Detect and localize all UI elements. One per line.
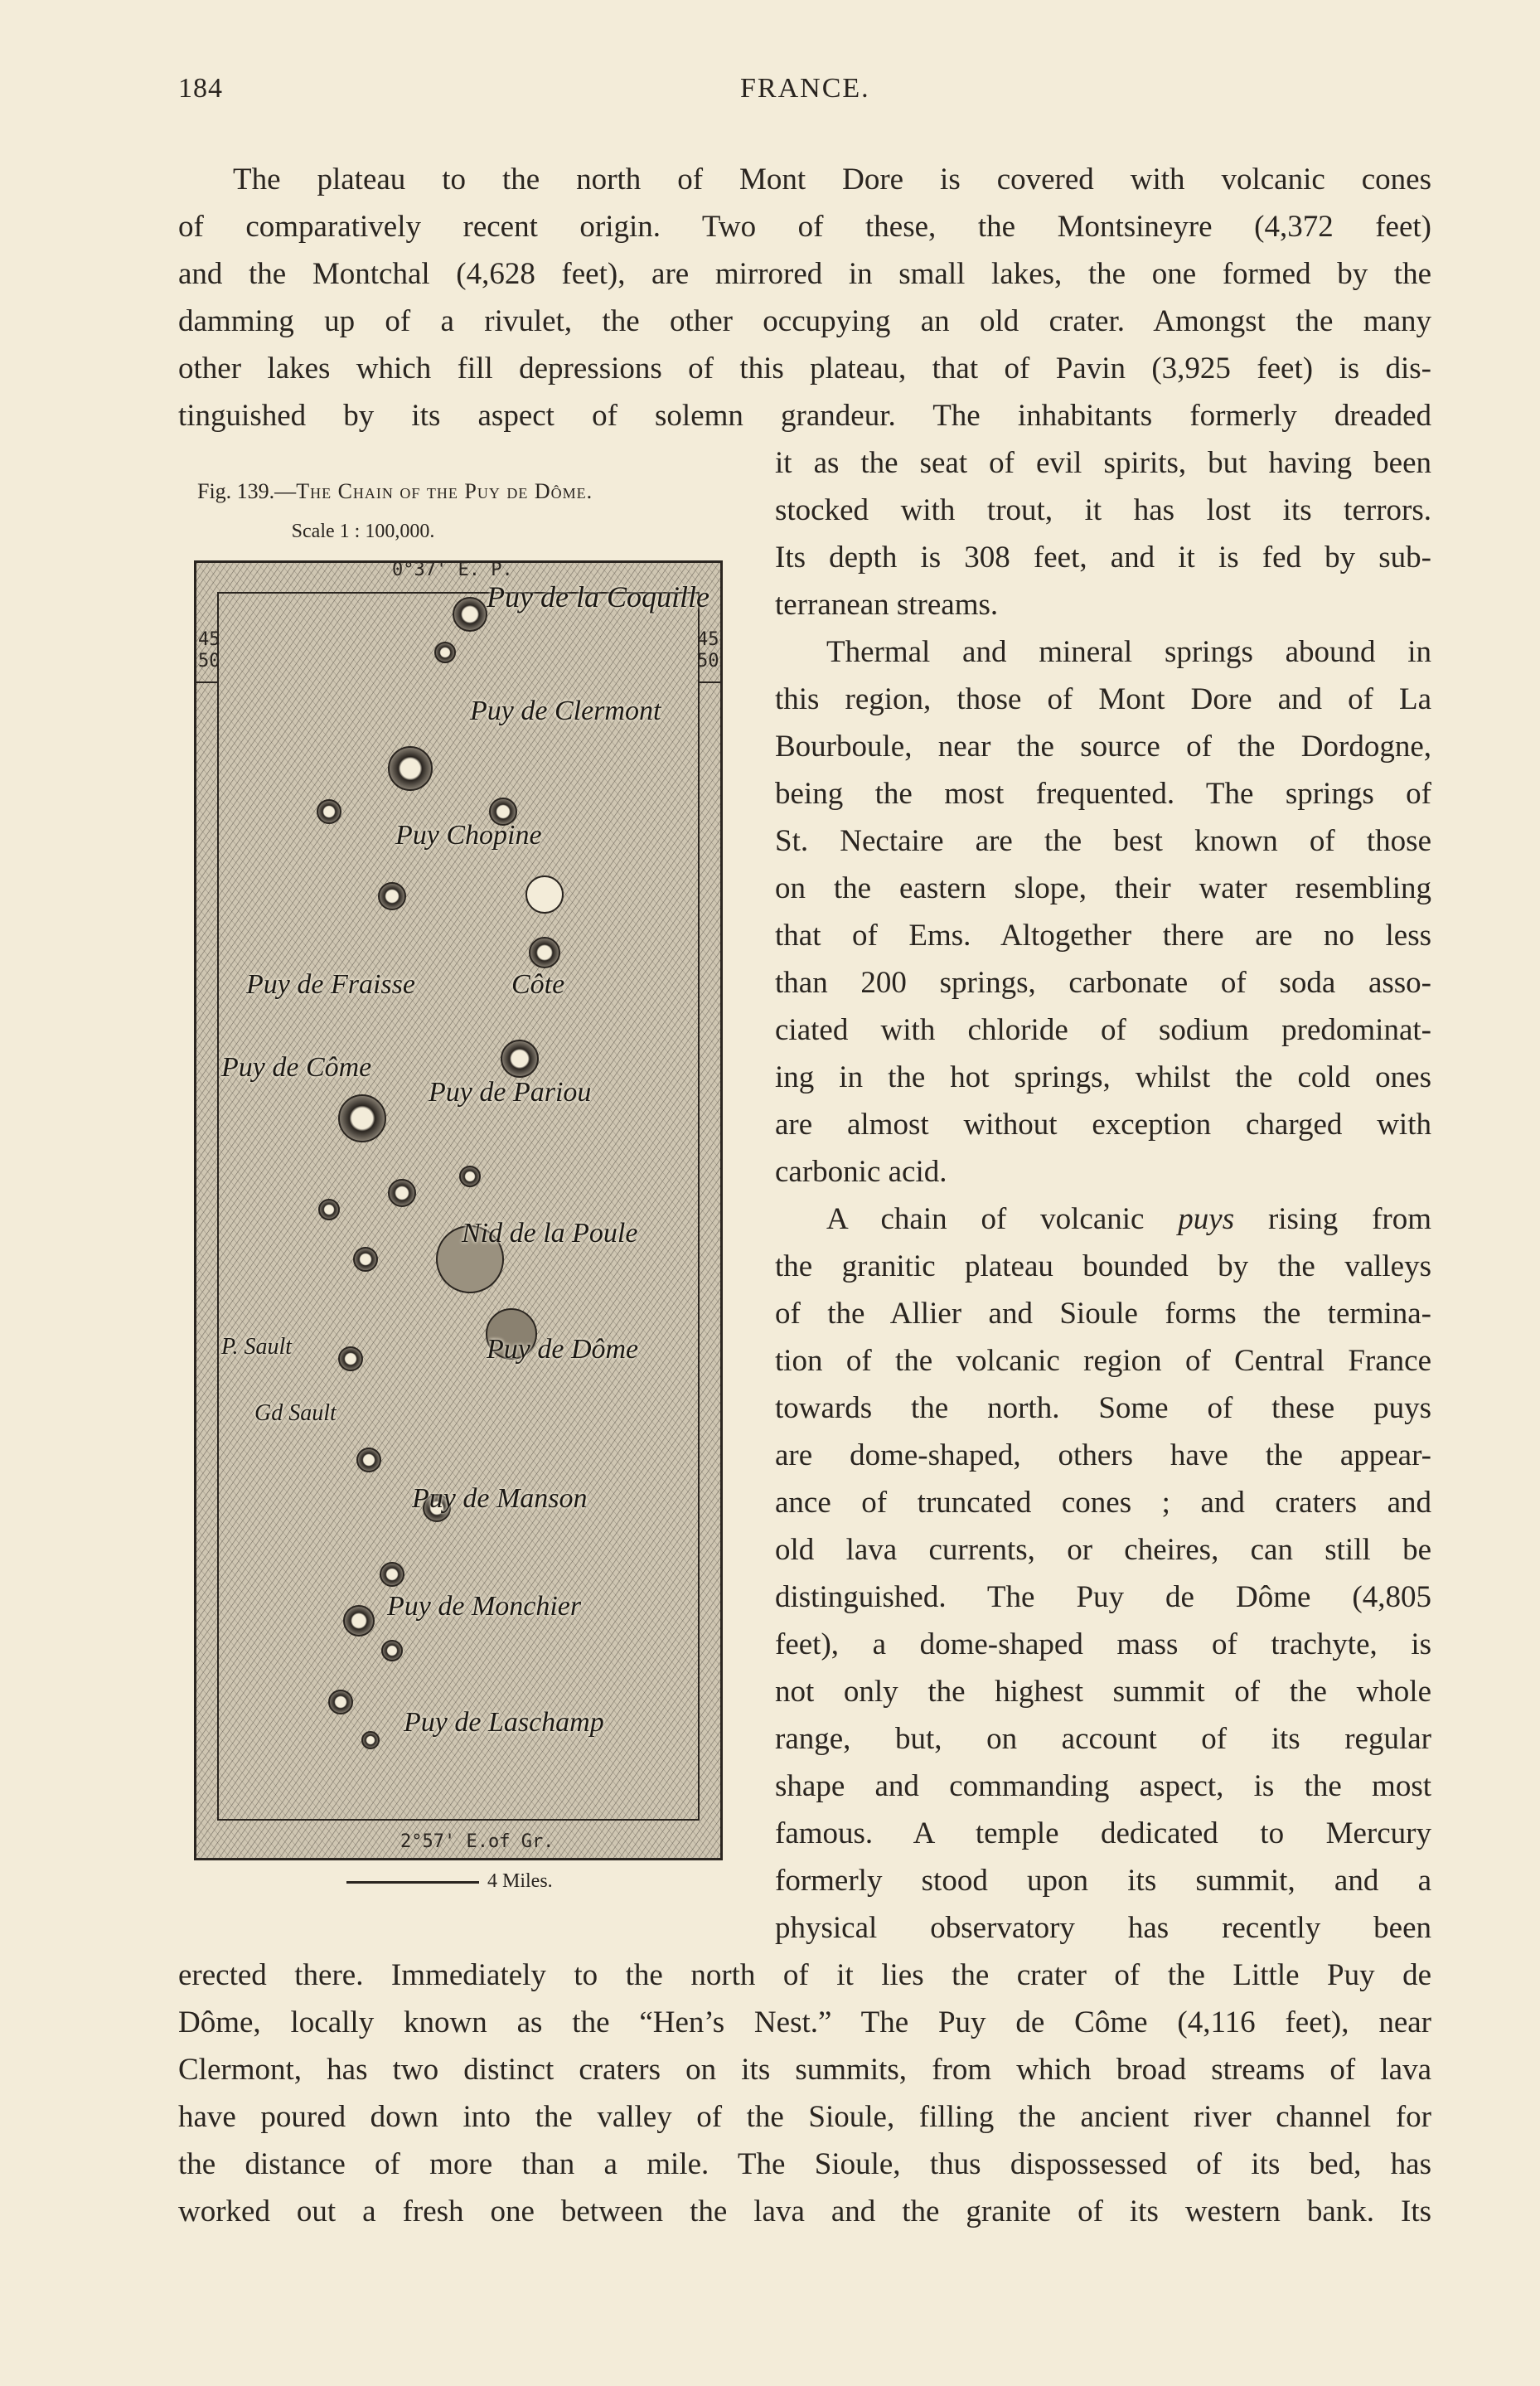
- text-line: tinguished by its aspect of solemn grandeur. The inhabitants formerly dreaded: [178, 399, 1431, 433]
- column-line: range, but, on account of its regular: [775, 1722, 1431, 1756]
- map-label-come: Puy de Côme: [221, 1052, 372, 1083]
- latitude-right-50: 50: [697, 651, 719, 672]
- text-line: have poured down into the valley of the Sioule, filling the ancient river channel for: [178, 2100, 1431, 2134]
- column-line: tion of the volcanic region of Central France: [775, 1344, 1431, 1378]
- text-line: erected there. Immediately to the north of it lies the crater of the Little Puy de: [178, 1958, 1431, 1992]
- map-label-gd-sault: Gd Sault: [254, 1400, 337, 1426]
- text-line: Dôme, locally known as the “Hen’s Nest.” The Puy de Côme (4,116 feet), near: [178, 2005, 1431, 2039]
- map-label-pariou: Puy de Pariou: [429, 1077, 592, 1108]
- latitude-left-50: 50: [198, 651, 220, 672]
- map-engraving: [196, 563, 720, 1858]
- page-number: 184: [178, 73, 223, 104]
- figure-139: [189, 479, 746, 1905]
- column-line: stocked with trout, it has lost its terrors.: [775, 493, 1431, 527]
- column-line: ciated with chloride of sodium predominat-: [775, 1013, 1431, 1047]
- longitude-bottom: 2°57' E.of Gr.: [400, 1831, 554, 1852]
- text-line: other lakes which fill depressions of this plateau, that of Pavin (3,925 feet) is dis-: [178, 352, 1431, 386]
- figure-scale: Scale 1 : 100,000.: [291, 521, 435, 542]
- column-line: old lava currents, or cheires, can still be: [775, 1533, 1431, 1567]
- figure-caption: [197, 479, 753, 504]
- scale-bar-label: 4 Miles.: [487, 1870, 553, 1892]
- column-line: are dome-shaped, others have the appear-: [775, 1438, 1431, 1472]
- column-line: formerly stood upon its summit, and a: [775, 1864, 1431, 1898]
- latitude-left-45: 45: [198, 629, 220, 650]
- column-line: it as the seat of evil spirits, but having been: [775, 446, 1431, 480]
- figure-number: Fig. 139.—: [197, 479, 297, 503]
- column-line: than 200 springs, carbonate of soda asso-: [775, 966, 1431, 1000]
- map-label-p-sault: P. Sault: [221, 1334, 293, 1360]
- text-line: Clermont, has two distinct craters on its summits, from which broad streams of lava: [178, 2053, 1431, 2087]
- figure-title: The Chain of the Puy de Dôme.: [296, 479, 593, 503]
- map-label-coquille: Puy de la Coquille: [487, 580, 709, 613]
- text-line: and the Montchal (4,628 feet), are mirrored in small lakes, the one formed by the: [178, 257, 1431, 291]
- latitude-right-45: 45: [697, 629, 719, 650]
- longitude-top: 0°37' E. P.: [392, 560, 513, 580]
- scale-bar-line: [346, 1881, 479, 1884]
- text-line: damming up of a rivulet, the other occupying an old crater. Amongst the many: [178, 304, 1431, 338]
- column-line: towards the north. Some of these puys: [775, 1391, 1431, 1425]
- map-label-chopine: Puy Chopine: [395, 820, 542, 851]
- map-label-monchier: Puy de Monchier: [387, 1591, 582, 1622]
- column-line: distinguished. The Puy de Dôme (4,805: [775, 1580, 1431, 1614]
- running-title: FRANCE.: [740, 73, 870, 104]
- map-label-manson: Puy de Manson: [412, 1483, 588, 1514]
- column-line: carbonic acid.: [775, 1155, 947, 1189]
- column-line: ance of truncated cones ; and craters and: [775, 1486, 1431, 1520]
- text-line: worked out a fresh one between the lava and the granite of its western bank. Its: [178, 2194, 1431, 2228]
- column-line: of the Allier and Sioule forms the termina-: [775, 1297, 1431, 1331]
- map-label-cote: Côte: [511, 969, 565, 1000]
- column-line: Thermal and mineral springs abound in: [826, 635, 1431, 669]
- column-line: famous. A temple dedicated to Mercury: [775, 1816, 1431, 1850]
- column-line: the granitic plateau bounded by the valleys: [775, 1249, 1431, 1283]
- column-line: ing in the hot springs, whilst the cold ones: [775, 1060, 1431, 1094]
- map-label-nid-de-la-poule: Nid de la Poule: [462, 1218, 638, 1249]
- column-line: shape and commanding aspect, is the most: [775, 1769, 1431, 1803]
- column-line: feet), a dome-shaped mass of trachyte, is: [775, 1627, 1431, 1661]
- column-line: Its depth is 308 feet, and it is fed by sub-: [775, 541, 1431, 575]
- column-line: being the most frequented. The springs of: [775, 777, 1431, 811]
- scale-bar: [346, 1870, 553, 1893]
- page-header: [178, 73, 1424, 109]
- map-label-puy-de-dome: Puy de Dôme: [487, 1334, 639, 1365]
- column-line: St. Nectaire are the best known of those: [775, 824, 1431, 858]
- text-line: the distance of more than a mile. The Sioule, thus dispossessed of its bed, has: [178, 2147, 1431, 2181]
- relief-map: [194, 560, 723, 1860]
- column-line: not only the highest summit of the whole: [775, 1675, 1431, 1709]
- column-line: A chain of volcanic puys rising from: [826, 1202, 1431, 1236]
- column-line: this region, those of Mont Dore and of La: [775, 682, 1431, 716]
- column-line: on the eastern slope, their water resembling: [775, 871, 1431, 905]
- column-line: Bourboule, near the source of the Dordogne,: [775, 730, 1431, 764]
- column-line: that of Ems. Altogether there are no less: [775, 919, 1431, 953]
- text-line: of comparatively recent origin. Two of these, the Montsineyre (4,372 feet): [178, 210, 1431, 244]
- column-line: terranean streams.: [775, 588, 999, 622]
- text-line: The plateau to the north of Mont Dore is covered with volcanic cones: [233, 162, 1431, 196]
- column-line: physical observatory has recently been: [775, 1911, 1431, 1945]
- map-label-laschamp: Puy de Laschamp: [404, 1707, 604, 1738]
- map-label-clermont: Puy de Clermont: [470, 696, 661, 726]
- map-label-fraisse: Puy de Fraisse: [246, 969, 415, 1000]
- column-line: are almost without exception charged with: [775, 1108, 1431, 1142]
